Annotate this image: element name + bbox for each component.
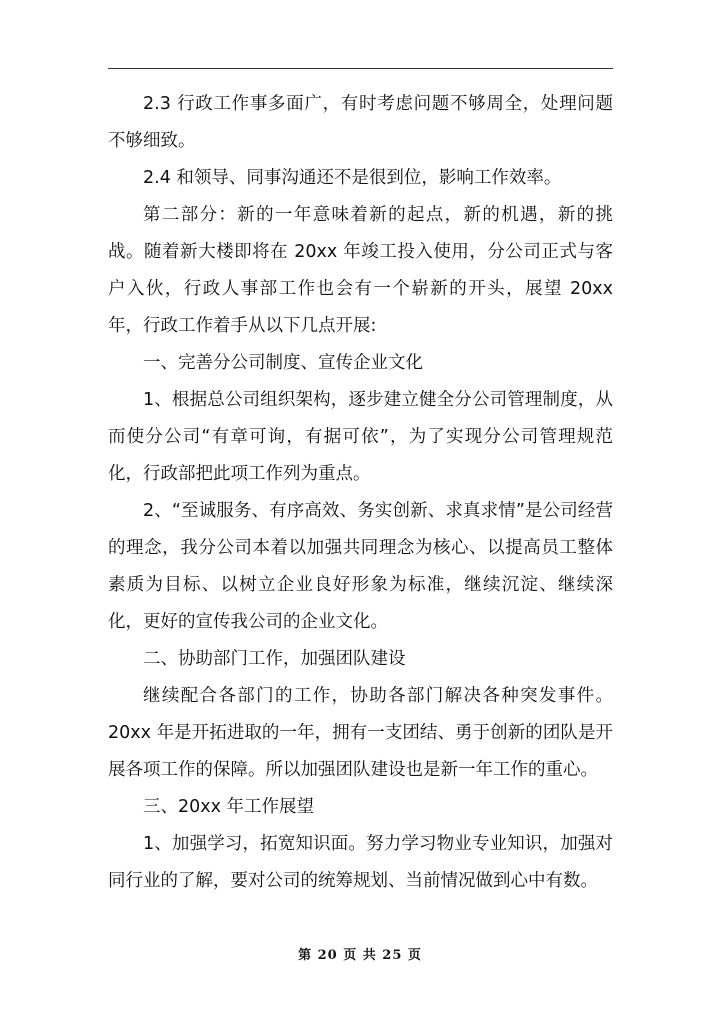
paragraph-2-3: 2.3 行政工作事多面广，有时考虑问题不够周全，处理问题不够细致。 xyxy=(108,94,613,151)
paragraph-part-two: 第二部分：新的一年意味着新的起点，新的机遇，新的挑战。随着新大楼即将在 20xx 年竣工投入使用，分公司正式与客户入伙，行政人事部工作也会有一个崭新的开头，展望 20xx 年，行政工作着手从以下几点开展: xyxy=(108,205,613,336)
section-heading-1: 一、完善分公司制度、宣传企业文化 xyxy=(143,353,423,373)
paragraph-item-1: 1、根据总公司组织架构，逐步建立健全分公司管理制度，从而使分公司“有章可询，有据可依”，为了实现分公司管理规范化，行政部把此项工作列为重点。 xyxy=(108,390,613,484)
paragraph-item-2: 2、“至诚服务、有序高效、务实创新、求真求情”是公司经营的理念，我分公司本着以加强共同理念为核心、以提高员工整体素质为目标、以树立企业良好形象为标准，继续沉淀、继续深化，更好的宣传我公司的企业文化。 xyxy=(108,501,613,632)
paragraph-team: 继续配合各部门的工作，协助各部门解决各种突发事件。20xx 年是开拓进取的一年，拥有一支团结、勇于创新的团队是开展各项工作的保障。所以加强团队建设也是新一年工作的重心。 xyxy=(108,686,613,780)
section-heading-3: 三、20xx 年工作展望 xyxy=(143,797,315,817)
page-number-footer: 第 20 页 共 25 页 xyxy=(298,948,422,963)
document-body xyxy=(108,86,613,900)
header-rule xyxy=(108,68,613,69)
section-heading-2: 二、协助部门工作，加强团队建设 xyxy=(143,649,406,669)
paragraph-2-4: 2.4 和领导、同事沟通还不是很到位，影响工作效率。 xyxy=(143,168,562,188)
paragraph-study: 1、加强学习，拓宽知识面。努力学习物业专业知识，加强对同行业的了解，要对公司的统筹规划、当前情况做到心中有数。 xyxy=(108,834,613,891)
